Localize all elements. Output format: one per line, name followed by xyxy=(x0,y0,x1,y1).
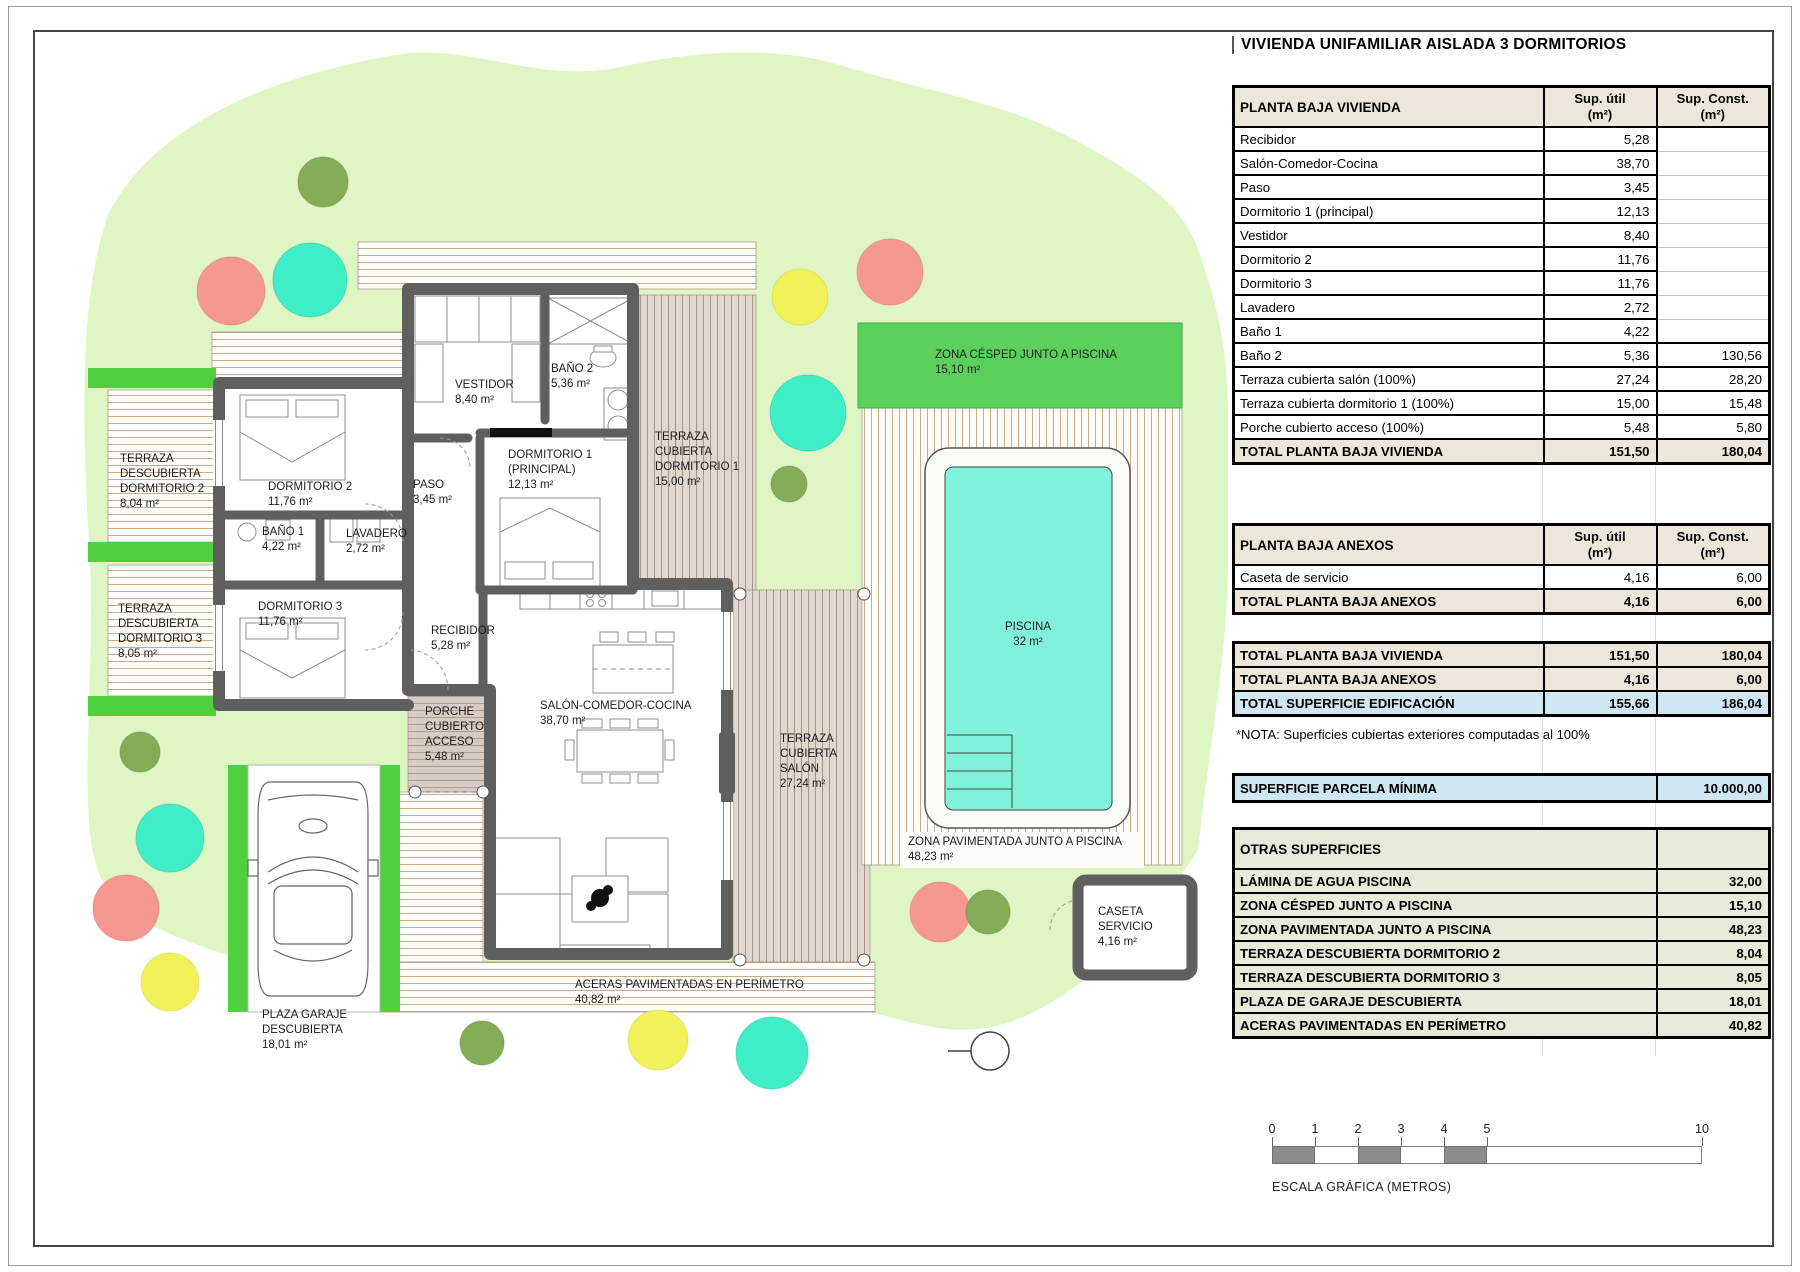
label-lavadero: LAVADERO 2,72 m² xyxy=(346,528,407,555)
table-total-row: TOTAL PLANTA BAJA ANEXOS 4,16 6,00 xyxy=(1234,589,1770,614)
label-bano-2: BAÑO 2 5,36 m² xyxy=(551,363,594,390)
scale-tick-label: 3 xyxy=(1397,1122,1405,1136)
table-row xyxy=(1234,127,1770,151)
cell-util: 38,70 xyxy=(1544,151,1657,175)
scale-tick-label: 5 xyxy=(1483,1122,1491,1136)
cell-label: PLAZA DE GARAJE DESCUBIERTA xyxy=(1234,989,1657,1013)
cell-label: Paso xyxy=(1234,175,1544,199)
table-row xyxy=(1234,415,1770,439)
scale-tick-label: 0 xyxy=(1268,1122,1276,1136)
north-symbol xyxy=(948,1032,1009,1070)
grass-rect-pool xyxy=(858,323,1182,408)
table-row xyxy=(1234,565,1770,589)
scale-tick xyxy=(1272,1137,1273,1146)
cell-label: ZONA PAVIMENTADA JUNTO A PISCINA xyxy=(1234,917,1657,941)
cell-value: 18,01 xyxy=(1657,989,1770,1013)
cell-const xyxy=(1657,127,1770,151)
cell-util: 2,72 xyxy=(1544,295,1657,319)
tree-red xyxy=(197,257,265,325)
label-piscina: PISCINA 32 m² xyxy=(1004,621,1052,648)
cell-label: Vestidor xyxy=(1234,223,1544,247)
label-salon-comedor-cocina: SALÓN-COMEDOR-COCINA 38,70 m² xyxy=(540,700,692,727)
cell-const xyxy=(1657,295,1770,319)
label-aceras: ACERAS PAVIMENTADAS EN PERÍMETRO 40,82 m² xyxy=(575,979,804,1006)
label-caseta-servicio: CASETA SERVICIO 4,16 m² xyxy=(1098,906,1153,948)
cell-label: Dormitorio 3 xyxy=(1234,271,1544,295)
totales-table xyxy=(1232,641,1771,717)
cell-const: 15,48 xyxy=(1657,391,1770,415)
cell-value: 8,05 xyxy=(1657,965,1770,989)
tree-turquoise xyxy=(273,243,347,317)
tree-olive xyxy=(771,466,807,502)
cell-value: 48,23 xyxy=(1657,917,1770,941)
empty-header-cell xyxy=(1657,829,1770,870)
tree-turquoise xyxy=(770,375,846,451)
scale-tick xyxy=(1702,1137,1703,1146)
tree-red xyxy=(857,239,923,305)
cell-util: 155,66 xyxy=(1544,691,1657,716)
cell-const: 28,20 xyxy=(1657,367,1770,391)
label-terraza-descubierta-dorm2: TERRAZA DESCUBIERTA DORMITORIO 2 8,04 m² xyxy=(120,453,205,510)
cell-label: Caseta de servicio xyxy=(1234,565,1544,589)
scale-tick xyxy=(1401,1137,1402,1146)
label-zona-cesped: ZONA CÉSPED JUNTO A PISCINA 15,10 m² xyxy=(935,349,1117,376)
sliding-door xyxy=(490,428,552,437)
cell-const xyxy=(1657,247,1770,271)
cell-util: 5,28 xyxy=(1544,127,1657,151)
label-bano-1: BAÑO 1 4,22 m² xyxy=(262,526,305,553)
table-title: PLANTA BAJA ANEXOS xyxy=(1234,525,1544,566)
cell-value: 15,10 xyxy=(1657,893,1770,917)
cell-label: Dormitorio 2 xyxy=(1234,247,1544,271)
table-row xyxy=(1234,151,1770,175)
cell-util: 4,16 xyxy=(1544,565,1657,589)
cell-const xyxy=(1657,271,1770,295)
scale-segment xyxy=(1444,1146,1487,1164)
label-plaza-garaje: PLAZA GARAJE DESCUBIERTA 18,01 m² xyxy=(262,1009,348,1051)
table-row xyxy=(1234,989,1770,1013)
scale-bar xyxy=(1268,1122,1712,1204)
cell-label: Baño 2 xyxy=(1234,343,1544,367)
table-total-row: TOTAL PLANTA BAJA VIVIENDA 151,50 180,04 xyxy=(1234,439,1770,464)
scale-segment xyxy=(1272,1146,1315,1164)
cell-label: Dormitorio 1 (principal) xyxy=(1234,199,1544,223)
tree-turquoise xyxy=(736,1017,808,1089)
tree-yellow xyxy=(141,953,199,1011)
cell-util: 4,16 xyxy=(1544,667,1657,691)
label-zona-pavimentada: ZONA PAVIMENTADA JUNTO A PISCINA 48,23 m² xyxy=(908,836,1122,863)
cell-const xyxy=(1657,199,1770,223)
tree-yellow xyxy=(628,1010,688,1070)
col-header-sup-const: Sup. Const. (m²) xyxy=(1657,87,1770,128)
label-terraza-cubierta-salon: TERRAZA CUBIERTA SALÓN 27,24 m² xyxy=(780,733,838,790)
scale-tick xyxy=(1315,1137,1316,1146)
cell-util: 4,22 xyxy=(1544,319,1657,343)
tree-olive xyxy=(966,890,1010,934)
scale-tick-label: 4 xyxy=(1440,1122,1448,1136)
table-row xyxy=(1234,691,1770,716)
table-title: PLANTA BAJA VIVIENDA xyxy=(1234,87,1544,128)
col-header-sup-const: Sup. Const. (m²) xyxy=(1657,525,1770,566)
table-row xyxy=(1234,343,1770,367)
label-paso: PASO 3,45 m² xyxy=(413,479,452,506)
cell-const: 186,04 xyxy=(1657,691,1770,716)
table-row xyxy=(1234,965,1770,989)
table-row xyxy=(1234,247,1770,271)
tree-red xyxy=(93,875,159,941)
cell-label: Terraza cubierta salón (100%) xyxy=(1234,367,1544,391)
table-row xyxy=(1234,223,1770,247)
cell-label: TERRAZA DESCUBIERTA DORMITORIO 3 xyxy=(1234,965,1657,989)
cell-util: 3,45 xyxy=(1544,175,1657,199)
scale-bar-outline xyxy=(1272,1146,1702,1164)
label-vestidor: VESTIDOR 8,40 m² xyxy=(455,379,514,406)
terraza-descubierta-dorm3-zone xyxy=(108,565,225,696)
scale-tick-label: 10 xyxy=(1695,1122,1709,1136)
col-header-sup-util: Sup. útil (m²) xyxy=(1544,525,1657,566)
cell-label: Baño 1 xyxy=(1234,319,1544,343)
table-row xyxy=(1234,295,1770,319)
cell-util: 11,76 xyxy=(1544,271,1657,295)
label-dormitorio-1: DORMITORIO 1 (PRINCIPAL) 12,13 m² xyxy=(508,449,593,491)
cell-util: 11,76 xyxy=(1544,247,1657,271)
deck-left xyxy=(212,332,408,383)
cell-label: LÁMINA DE AGUA PISCINA xyxy=(1234,869,1657,893)
label-terraza-cubierta-dorm1: TERRAZA CUBIERTA DORMITORIO 1 15,00 m² xyxy=(655,431,740,488)
table-row xyxy=(1234,941,1770,965)
cell-const: 180,04 xyxy=(1657,643,1770,668)
cell-value: 32,00 xyxy=(1657,869,1770,893)
cell-const xyxy=(1657,223,1770,247)
table-row xyxy=(1234,271,1770,295)
table-row xyxy=(1234,367,1770,391)
table-row xyxy=(1234,175,1770,199)
cell-label: TOTAL PLANTA BAJA VIVIENDA xyxy=(1234,643,1544,668)
scale-tick xyxy=(1444,1137,1445,1146)
tree-olive xyxy=(460,1021,504,1065)
cell-label: TERRAZA DESCUBIERTA DORMITORIO 2 xyxy=(1234,941,1657,965)
table-row xyxy=(1234,391,1770,415)
cell-label: Salón-Comedor-Cocina xyxy=(1234,151,1544,175)
label-terraza-descubierta-dorm3: TERRAZA DESCUBIERTA DORMITORIO 3 8,05 m² xyxy=(118,603,203,660)
cell-util: 5,48 xyxy=(1544,415,1657,439)
col-header-sup-util: Sup. útil (m²) xyxy=(1544,87,1657,128)
cell-util: 8,40 xyxy=(1544,223,1657,247)
table-title: OTRAS SUPERFICIES xyxy=(1234,829,1657,870)
cell-const: 6,00 xyxy=(1657,667,1770,691)
table-row xyxy=(1234,319,1770,343)
cell-label: Porche cubierto acceso (100%) xyxy=(1234,415,1544,439)
cell-util: 12,13 xyxy=(1544,199,1657,223)
tree-olive xyxy=(120,732,160,772)
tree-olive xyxy=(298,157,348,207)
cell-const xyxy=(1657,151,1770,175)
planta-baja-anexos-table xyxy=(1232,523,1771,615)
cell-util: 27,24 xyxy=(1544,367,1657,391)
cell-label: Terraza cubierta dormitorio 1 (100%) xyxy=(1234,391,1544,415)
scale-caption: ESCALA GRÁFICA (METROS) xyxy=(1272,1180,1452,1194)
deck-top xyxy=(358,242,756,289)
terraza-cubierta-salon-zone xyxy=(733,590,870,962)
tree-yellow xyxy=(772,269,828,325)
label-porche-cubierto-acceso: PORCHE CUBIERTO ACCESO 5,48 m² xyxy=(425,706,485,763)
cell-label: ZONA CÉSPED JUNTO A PISCINA xyxy=(1234,893,1657,917)
cell-const: 130,56 xyxy=(1657,343,1770,367)
tree-red xyxy=(910,882,970,942)
table-row: SUPERFICIE PARCELA MÍNIMA 10.000,00 xyxy=(1234,775,1770,802)
scale-tick xyxy=(1487,1137,1488,1146)
table-row xyxy=(1234,1013,1770,1038)
cell-const: 6,00 xyxy=(1657,565,1770,589)
table-row xyxy=(1234,199,1770,223)
car xyxy=(248,782,378,996)
cell-label: Recibidor xyxy=(1234,127,1544,151)
nota-text: *NOTA: Superficies cubiertas exteriores computadas al 100% xyxy=(1236,727,1590,742)
otras-superficies-table xyxy=(1232,827,1771,1039)
cell-label: TOTAL PLANTA BAJA ANEXOS xyxy=(1234,667,1544,691)
planta-baja-vivienda-table xyxy=(1232,85,1771,465)
page-title: VIVIENDA UNIFAMILIAR AISLADA 3 DORMITORIOS xyxy=(1232,36,1626,54)
label-recibidor: RECIBIDOR 5,28 m² xyxy=(431,625,495,652)
terraza-descubierta-dorm2-zone xyxy=(108,390,225,542)
cell-label: Lavadero xyxy=(1234,295,1544,319)
cell-util: 5,36 xyxy=(1544,343,1657,367)
table-row xyxy=(1234,643,1770,668)
cell-value: 40,82 xyxy=(1657,1013,1770,1038)
parcela-minima-table xyxy=(1232,773,1771,803)
tree-turquoise xyxy=(136,804,204,872)
scale-segment xyxy=(1358,1146,1401,1164)
cell-label: ACERAS PAVIMENTADAS EN PERÍMETRO xyxy=(1234,1013,1657,1038)
cell-const xyxy=(1657,319,1770,343)
table-row xyxy=(1234,869,1770,893)
scale-tick xyxy=(1358,1137,1359,1146)
cell-label: TOTAL SUPERFICIE EDIFICACIÓN xyxy=(1234,691,1544,716)
areas-panel xyxy=(1232,36,1770,1036)
cell-value: 8,04 xyxy=(1657,941,1770,965)
cell-util: 15,00 xyxy=(1544,391,1657,415)
scale-tick-label: 1 xyxy=(1311,1122,1319,1136)
table-row xyxy=(1234,893,1770,917)
cell-const xyxy=(1657,175,1770,199)
table-row xyxy=(1234,917,1770,941)
table-row xyxy=(1234,667,1770,691)
label-dormitorio-3: DORMITORIO 3 11,76 m² xyxy=(258,601,343,628)
label-dormitorio-2: DORMITORIO 2 11,76 m² xyxy=(268,481,353,508)
cell-util: 151,50 xyxy=(1544,643,1657,668)
cell-const: 5,80 xyxy=(1657,415,1770,439)
scale-tick-label: 2 xyxy=(1354,1122,1362,1136)
